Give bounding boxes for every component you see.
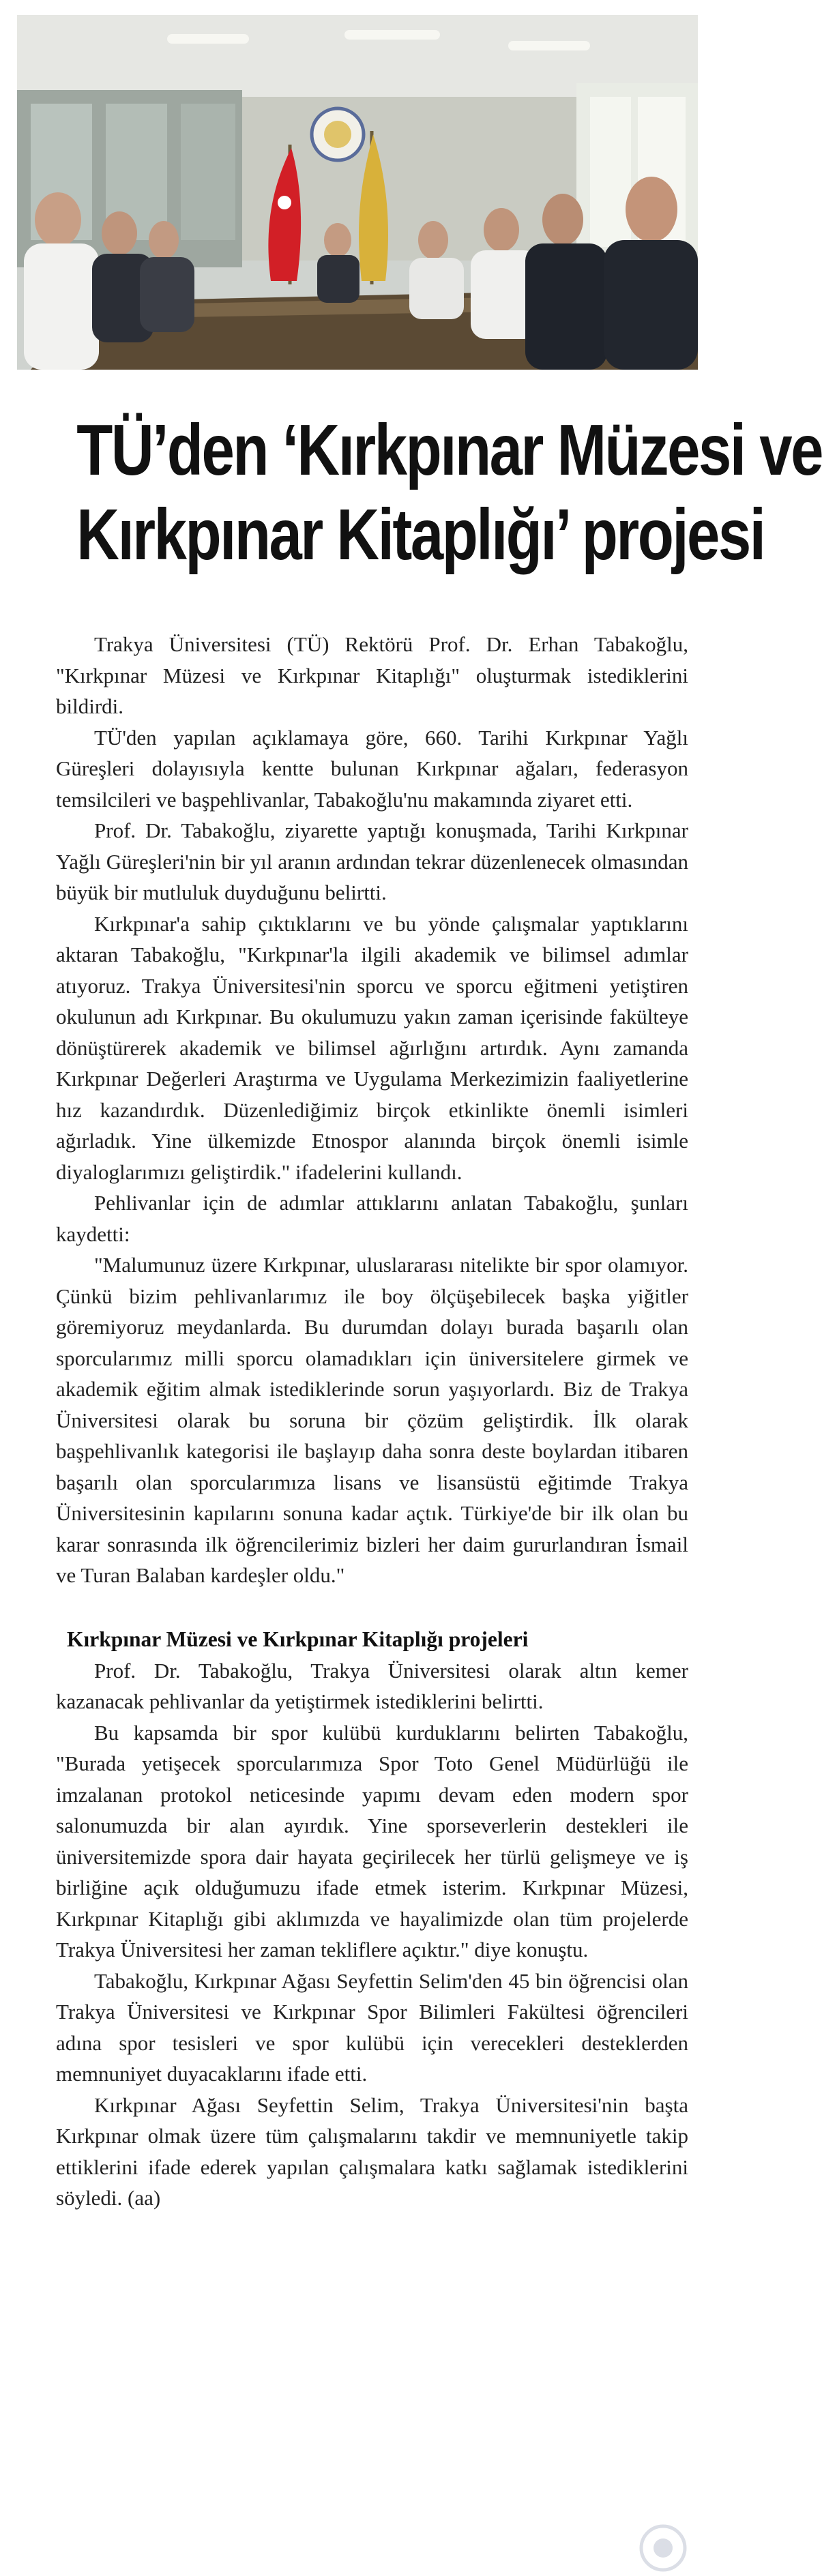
paragraph: Prof. Dr. Tabakoğlu, ziyarette yaptığı konuşmada, Tarihi Kırkpınar Yağlı Güreşleri'nin bir yıl aranın ardından tekrar düzenlenecek olmasından büyük bir mutluluk duyduğunu belirtti. [56,818,688,904]
paragraph: Bu kapsamda bir spor kulübü kurduklarını belirten Tabakoğlu, "Burada yetişecek sporcularımıza Spor Toto Genel Müdürlüğü ile imzalanan protokol neticesinde yapımı devam eden modern spor salonumuzda bir alan ayırdık. Yine sporseverlerin destekleri ile üniversitemizde spora dair hayata geçirilecek her türlü gelişmeye ve iş birliğine açık olduğumuzu ifade etmek isterim. Kırkpınar Müzesi, Kırkpınar Kitaplığı gibi aklımızda ve hayalimizde olan tüm projelerde Trakya Üniversitesi her zaman tekliflere açıktır." diye konuştu. [56,1720,688,1961]
article-body-section-2 [15,1655,699,2214]
headline-line-1: TÜ’den ‘Kırkpınar Müzesi ve [76,410,822,490]
paragraph: Kırkpınar'a sahip çıktıklarını ve bu yönde çalışmalar yaptıklarını aktaran Tabakoğlu, "Kırkpınar'la ilgili akademik ve bilimsel adımlar atıyoruz. Trakya Üniversitesi'nin sporcu ve sporcu eğitmeni yetiştiren okulunun adı Kırkpınar. Bu okulumuzu yakın zaman içerisinde fakülteye dönüştürerek akademik ve bilimsel ağırlığını artırdık. Aynı zamanda Kırkpınar Değerleri Araştırma ve Uygulama Merkezimizin faaliyetlerine hız kazandırdık. Düzenlediğimiz birçok etkinlikte önemli isimleri ağırladık. Yine ülkemizde Etnospor alanında birçok önemli isimle diyaloglarımızı geliştirdik." ifadelerini kullandı. [56,911,688,1184]
headline [76,408,822,577]
paragraph: Pehlivanlar için de adımlar attıklarını anlatan Tabakoğlu, şunları kaydetti: [56,1191,688,1246]
paragraph: Prof. Dr. Tabakoğlu, Trakya Üniversitesi olarak altın kemer kazanacak pehlivanlar da yetiştirmek istediklerini belirtti. [56,1658,688,1713]
meeting-room-photo [17,15,698,370]
section-subheading: Kırkpınar Müzesi ve Kırkpınar Kitaplığı projeleri [67,1627,529,1651]
article-body [15,629,699,1591]
paragraph: TÜ'den yapılan açıklamaya göre, 660. Tarihi Kırkpınar Yağlı Güreşleri dolayısıyla kentte bulunan Kırkpınar ağaları, federasyon temsilcileri ve başpehlivanlar, Tabakoğlu'nu makamında ziyaret etti. [56,725,688,812]
paragraph: Trakya Üniversitesi (TÜ) Rektörü Prof. Dr. Erhan Tabakoğlu, "Kırkpınar Müzesi ve Kırkpınar Kitaplığı" oluşturmak istediklerini bildirdi. [56,632,688,718]
watermark-logo-icon [638,2523,688,2573]
headline-line-2: Kırkpınar Kitaplığı’ projesi [76,494,765,575]
paragraph: Tabakoğlu, Kırkpınar Ağası Seyfettin Selim'den 45 bin öğrencisi olan Trakya Üniversitesi ve Kırkpınar Spor Bilimleri Fakültesi öğrencileri adına spor tesisleri ve spor kulübü için verecekleri desteklerden memnuniyet duyacaklarını ifade etti. [56,1968,688,2086]
paragraph: Kırkpınar Ağası Seyfettin Selim, Trakya Üniversitesi'nin başta Kırkpınar olmak üzere tüm çalışmalarını takdir ve memnuniyetle takip ettiklerini ifade ederek yapılan çalışmalara katkı sağlamak istediklerini söyledi. (aa) [56,2092,688,2210]
paragraph-quote: "Malumunuz üzere Kırkpınar, uluslararası nitelikte bir spor olamıyor. Çünkü bizim pehlivanlarımız ile boy ölçüşebilecek başka yiğitler göremiyoruz meydanlarda. Bu durumdan dolayı burada başarılı olan sporcularımız milli sporcu olamadıkları için üniversitelere girmek ve akademik eğitim almak istediklerinde sorun yaşıyorlardı. Biz de Trakya Üniversitesi olarak bu soruna bir çözüm geliştirdik. İlk olarak başpehlivanlık kategorisi ile başlayıp daha sonra deste boylardan itibaren başarılı olan sporcularımıza lisans ve lisansüstü eğitimde Trakya Üniversitesinin kapılarını sonuna kadar açtık. Türkiye'de bir ilk olan bu karar sonrasında ilk öğrencilerimiz bizleri her daim gururlandıran İsmail ve Turan Balaban kardeşler oldu." [56,1253,688,1587]
news-photo [17,15,698,370]
